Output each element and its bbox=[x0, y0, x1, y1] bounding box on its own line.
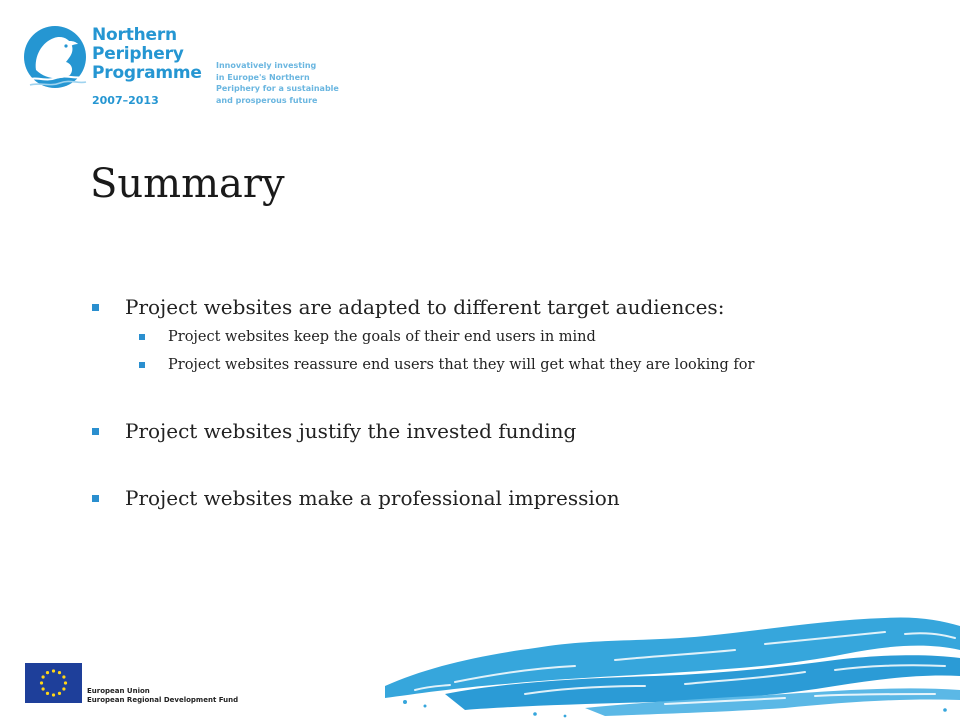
sub-bullet-item bbox=[90, 323, 930, 351]
eu-label-line-2: European Regional Development Fund bbox=[87, 696, 239, 704]
bird-logo-icon bbox=[22, 22, 92, 92]
bullet-item bbox=[90, 416, 930, 446]
northern-periphery-logo bbox=[22, 20, 342, 112]
decorative-waves-icon bbox=[385, 598, 960, 720]
bullet-square-icon bbox=[92, 304, 99, 311]
bullet-text: Project websites make a professional impression bbox=[125, 486, 620, 510]
programme-name-line-1: Northern bbox=[92, 25, 177, 45]
bullet-square-icon bbox=[92, 428, 99, 435]
eu-label-line-1: European Union bbox=[87, 687, 150, 695]
bullet-item bbox=[90, 292, 930, 322]
programme-name-line-2: Periphery bbox=[92, 44, 184, 64]
bullet-list bbox=[90, 292, 930, 513]
programme-name-line-3: Programme bbox=[92, 63, 202, 83]
bullet-square-icon bbox=[92, 495, 99, 502]
sub-bullet-item bbox=[90, 351, 930, 379]
bullet-square-icon bbox=[139, 362, 145, 368]
bullet-text: Project websites justify the invested funding bbox=[125, 419, 577, 443]
sub-bullet-text: Project websites reassure end users that they will get what they are looking for bbox=[168, 357, 755, 373]
eu-fund-label bbox=[87, 687, 238, 705]
sub-bullet-text: Project websites keep the goals of their end users in mind bbox=[168, 329, 596, 345]
bullet-item bbox=[90, 483, 930, 513]
bullet-text: Project websites are adapted to different target audiences: bbox=[125, 295, 725, 319]
programme-years: 2007–2013 bbox=[92, 94, 159, 107]
bullet-square-icon bbox=[139, 334, 145, 340]
slide-title: Summary bbox=[90, 161, 285, 207]
eu-flag-icon bbox=[25, 663, 82, 703]
programme-tagline: Innovatively investing in Europe's Northern Periphery for a sustainable and prosperous future bbox=[216, 61, 339, 105]
